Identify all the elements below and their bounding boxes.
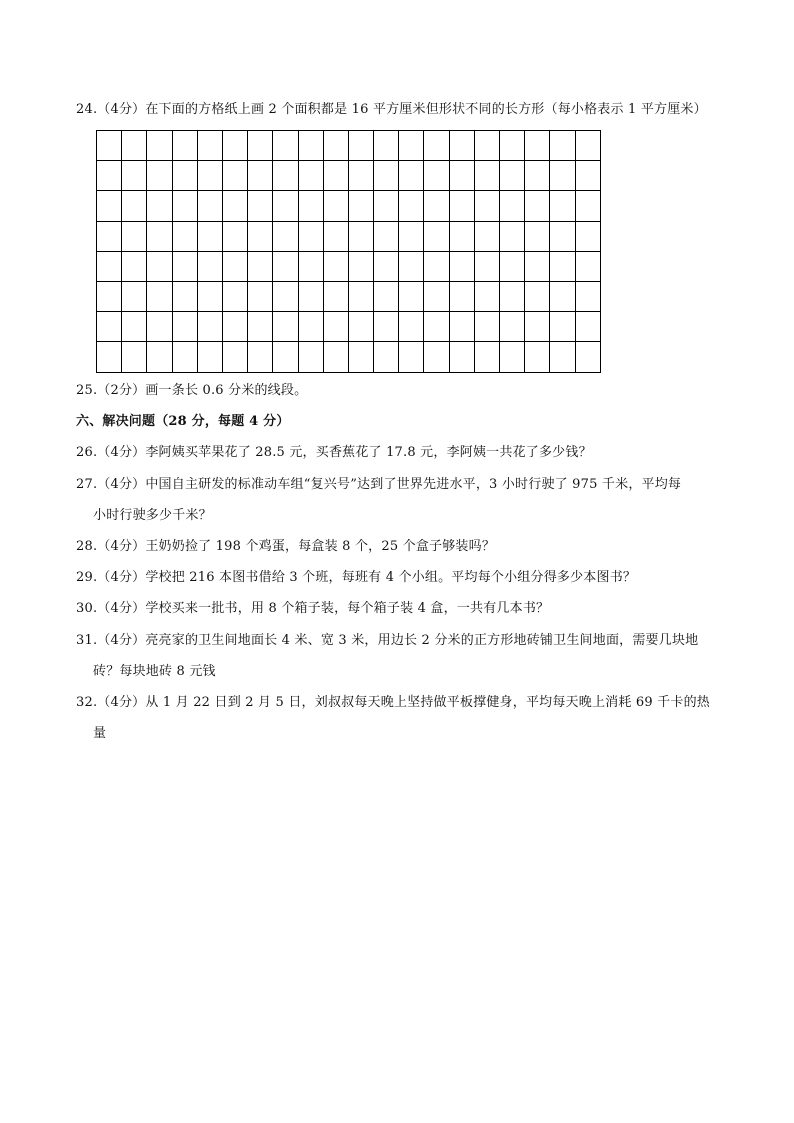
question-31-line-2: 砖？每块地砖 8 元钱 <box>93 664 216 679</box>
grid-cell[interactable] <box>222 342 247 372</box>
grid-cell[interactable] <box>525 312 550 342</box>
grid-cell[interactable] <box>525 221 550 251</box>
grid-cell[interactable] <box>575 312 600 342</box>
grid-cell[interactable] <box>399 131 424 161</box>
grid-cell[interactable] <box>323 251 348 281</box>
grid-cell[interactable] <box>323 312 348 342</box>
grid-cell[interactable] <box>323 131 348 161</box>
grid-cell[interactable] <box>525 131 550 161</box>
grid-cell[interactable] <box>197 251 222 281</box>
question-32-line-1: 32.（4分）从 1 月 22 日到 2 月 5 日，刘叔叔每天晚上坚持做平板撑健身，平均每天晚上消耗 69 千卡的热 <box>76 695 710 710</box>
grid-cell[interactable] <box>298 161 323 191</box>
grid-cell[interactable] <box>222 131 247 161</box>
grid-cell[interactable] <box>273 281 298 311</box>
grid-cell[interactable] <box>122 281 147 311</box>
grid-cell[interactable] <box>172 251 197 281</box>
grid-cell[interactable] <box>525 342 550 372</box>
grid-cell[interactable] <box>449 131 474 161</box>
grid-cell[interactable] <box>449 221 474 251</box>
grid-cell[interactable] <box>474 251 499 281</box>
grid-cell[interactable] <box>474 191 499 221</box>
grid-cell[interactable] <box>122 221 147 251</box>
grid-cell[interactable] <box>500 281 525 311</box>
grid-row <box>97 281 601 311</box>
square-grid-paper[interactable] <box>96 130 601 373</box>
question-25: 25.（2分）画一条长 0.6 分米的线段。 <box>76 383 308 398</box>
grid-cell[interactable] <box>575 251 600 281</box>
grid-cell[interactable] <box>474 131 499 161</box>
grid-cell[interactable] <box>97 191 122 221</box>
grid-cell[interactable] <box>374 161 399 191</box>
grid-cell[interactable] <box>424 251 449 281</box>
grid-cell[interactable] <box>399 342 424 372</box>
grid-cell[interactable] <box>147 281 172 311</box>
grid-cell[interactable] <box>97 342 122 372</box>
grid-row <box>97 191 601 221</box>
grid-cell[interactable] <box>348 161 373 191</box>
grid-cell[interactable] <box>348 342 373 372</box>
grid-cell[interactable] <box>273 191 298 221</box>
grid-cell[interactable] <box>348 251 373 281</box>
grid-cell[interactable] <box>550 281 575 311</box>
grid-cell[interactable] <box>424 221 449 251</box>
grid-cell[interactable] <box>449 312 474 342</box>
grid-cell[interactable] <box>147 342 172 372</box>
grid-row <box>97 312 601 342</box>
grid-cell[interactable] <box>525 161 550 191</box>
grid-cell[interactable] <box>222 191 247 221</box>
grid-cell[interactable] <box>348 131 373 161</box>
grid-cell[interactable] <box>424 281 449 311</box>
grid-cell[interactable] <box>248 281 273 311</box>
grid-cell[interactable] <box>197 342 222 372</box>
grid-cell[interactable] <box>273 131 298 161</box>
grid-cell[interactable] <box>147 221 172 251</box>
grid-cell[interactable] <box>550 191 575 221</box>
grid-cell[interactable] <box>525 251 550 281</box>
grid-cell[interactable] <box>172 161 197 191</box>
grid-cell[interactable] <box>122 131 147 161</box>
grid-cell[interactable] <box>97 312 122 342</box>
grid-cell[interactable] <box>575 191 600 221</box>
question-24: 24.（4分）在下面的方格纸上画 2 个面积都是 16 平方厘米但形状不同的长方形（每小格表示 1 平方厘米） <box>76 102 707 117</box>
grid-cell[interactable] <box>449 342 474 372</box>
grid-cell[interactable] <box>474 312 499 342</box>
grid-cell[interactable] <box>575 342 600 372</box>
grid-cell[interactable] <box>348 312 373 342</box>
grid-cell[interactable] <box>222 312 247 342</box>
grid-cell[interactable] <box>550 251 575 281</box>
grid-cell[interactable] <box>298 131 323 161</box>
grid-cell[interactable] <box>500 251 525 281</box>
grid-cell[interactable] <box>172 312 197 342</box>
question-32-line-2: 量 <box>93 726 107 741</box>
grid-cell[interactable] <box>222 221 247 251</box>
grid-cell[interactable] <box>374 342 399 372</box>
grid-cell[interactable] <box>399 312 424 342</box>
grid-cell[interactable] <box>147 312 172 342</box>
grid-cell[interactable] <box>424 131 449 161</box>
grid-cell[interactable] <box>298 251 323 281</box>
grid-cell[interactable] <box>374 221 399 251</box>
grid-cell[interactable] <box>374 281 399 311</box>
grid-cell[interactable] <box>424 161 449 191</box>
grid-cell[interactable] <box>147 161 172 191</box>
grid-cell[interactable] <box>172 221 197 251</box>
grid-cell[interactable] <box>197 131 222 161</box>
section-6-title: 六、解决问题（28 分，每题 4 分） <box>76 414 290 429</box>
grid-cell[interactable] <box>550 161 575 191</box>
grid-cell[interactable] <box>248 251 273 281</box>
grid-cell[interactable] <box>374 312 399 342</box>
question-26: 26.（4分）李阿姨买苹果花了 28.5 元，买香蕉花了 17.8 元，李阿姨一共花了多少钱？ <box>76 445 592 460</box>
grid-cell[interactable] <box>449 251 474 281</box>
grid-cell[interactable] <box>348 281 373 311</box>
grid-cell[interactable] <box>348 191 373 221</box>
grid-cell[interactable] <box>197 221 222 251</box>
grid-cell[interactable] <box>374 251 399 281</box>
grid-cell[interactable] <box>550 131 575 161</box>
question-28: 28.（4分）王奶奶捡了 198 个鸡蛋，每盒装 8 个，25 个盒子够装吗？ <box>76 539 496 554</box>
grid-cell[interactable] <box>298 312 323 342</box>
grid-row <box>97 251 601 281</box>
grid-cell[interactable] <box>550 342 575 372</box>
grid-cell[interactable] <box>197 161 222 191</box>
question-27-line-1: 27.（4分）中国自主研发的标准动车组“复兴号”达到了世界先进水平，3 小时行驶了 975 千米，平均每 <box>76 477 682 492</box>
grid-cell[interactable] <box>172 342 197 372</box>
grid-cell[interactable] <box>449 161 474 191</box>
grid-cell[interactable] <box>525 281 550 311</box>
grid-cell[interactable] <box>273 221 298 251</box>
grid-cell[interactable] <box>525 191 550 221</box>
grid-row <box>97 131 601 161</box>
grid-cell[interactable] <box>97 251 122 281</box>
grid-cell[interactable] <box>97 131 122 161</box>
grid-cell[interactable] <box>172 281 197 311</box>
grid-cell[interactable] <box>298 281 323 311</box>
grid-cell[interactable] <box>197 312 222 342</box>
grid-cell[interactable] <box>449 191 474 221</box>
grid-cell[interactable] <box>298 191 323 221</box>
grid-cell[interactable] <box>147 131 172 161</box>
grid-cell[interactable] <box>147 251 172 281</box>
grid-cell[interactable] <box>222 161 247 191</box>
grid-cell[interactable] <box>273 342 298 372</box>
grid-cell[interactable] <box>222 281 247 311</box>
grid-cell[interactable] <box>399 161 424 191</box>
grid-cell[interactable] <box>424 342 449 372</box>
grid-cell[interactable] <box>474 281 499 311</box>
grid-row <box>97 342 601 372</box>
question-30: 30.（4分）学校买来一批书，用 8 个箱子装，每个箱子装 4 盒，一共有几本书？ <box>76 601 550 616</box>
grid-cell[interactable] <box>273 251 298 281</box>
grid-cell[interactable] <box>399 251 424 281</box>
grid-cell[interactable] <box>424 191 449 221</box>
grid-cell[interactable] <box>172 191 197 221</box>
grid-cell[interactable] <box>323 281 348 311</box>
grid-cell[interactable] <box>122 161 147 191</box>
grid-cell[interactable] <box>500 161 525 191</box>
grid-cell[interactable] <box>500 191 525 221</box>
grid-cell[interactable] <box>348 221 373 251</box>
grid-cell[interactable] <box>197 191 222 221</box>
grid-cell[interactable] <box>97 281 122 311</box>
grid-cell[interactable] <box>248 131 273 161</box>
grid-cell[interactable] <box>575 221 600 251</box>
grid-cell[interactable] <box>222 251 247 281</box>
grid-cell[interactable] <box>172 131 197 161</box>
grid-cell[interactable] <box>575 161 600 191</box>
grid-row <box>97 221 601 251</box>
grid-cell[interactable] <box>323 191 348 221</box>
grid-row <box>97 161 601 191</box>
grid-cell[interactable] <box>97 161 122 191</box>
grid-cell[interactable] <box>323 161 348 191</box>
grid-cell[interactable] <box>449 281 474 311</box>
grid-cell[interactable] <box>474 342 499 372</box>
grid-cell[interactable] <box>122 312 147 342</box>
grid-cell[interactable] <box>550 312 575 342</box>
grid-cell[interactable] <box>374 191 399 221</box>
grid-cell[interactable] <box>122 251 147 281</box>
grid-cell[interactable] <box>273 312 298 342</box>
grid-cell[interactable] <box>147 191 172 221</box>
grid-cell[interactable] <box>575 281 600 311</box>
grid-cell[interactable] <box>500 342 525 372</box>
grid-cell[interactable] <box>575 131 600 161</box>
grid-cell[interactable] <box>474 221 499 251</box>
grid-cell[interactable] <box>197 281 222 311</box>
grid-cell[interactable] <box>248 312 273 342</box>
grid-cell[interactable] <box>323 221 348 251</box>
grid-cell[interactable] <box>399 221 424 251</box>
grid-cell[interactable] <box>424 312 449 342</box>
grid-cell[interactable] <box>122 191 147 221</box>
grid-cell[interactable] <box>248 191 273 221</box>
question-27-line-2: 小时行驶多少千米？ <box>93 508 212 523</box>
grid-cell[interactable] <box>474 161 499 191</box>
grid-cell[interactable] <box>298 221 323 251</box>
grid-cell[interactable] <box>248 342 273 372</box>
grid-cell[interactable] <box>122 342 147 372</box>
grid-cell[interactable] <box>248 221 273 251</box>
grid-cell[interactable] <box>273 161 298 191</box>
grid-cell[interactable] <box>399 281 424 311</box>
grid-cell[interactable] <box>323 342 348 372</box>
question-31-line-1: 31.（4分）亮亮家的卫生间地面长 4 米、宽 3 米，用边长 2 分米的正方形地砖铺卫生间地面，需要几块地 <box>76 633 699 648</box>
grid-cell[interactable] <box>550 221 575 251</box>
grid-cell[interactable] <box>399 191 424 221</box>
grid-cell[interactable] <box>298 342 323 372</box>
grid-cell[interactable] <box>248 161 273 191</box>
question-29: 29.（4分）学校把 216 本图书借给 3 个班，每班有 4 个小组。平均每个小组分得多少本图书？ <box>76 570 637 585</box>
grid-cell[interactable] <box>374 131 399 161</box>
grid-cell[interactable] <box>500 312 525 342</box>
grid-cell[interactable] <box>500 221 525 251</box>
grid-cell[interactable] <box>500 131 525 161</box>
grid-cell[interactable] <box>97 221 122 251</box>
